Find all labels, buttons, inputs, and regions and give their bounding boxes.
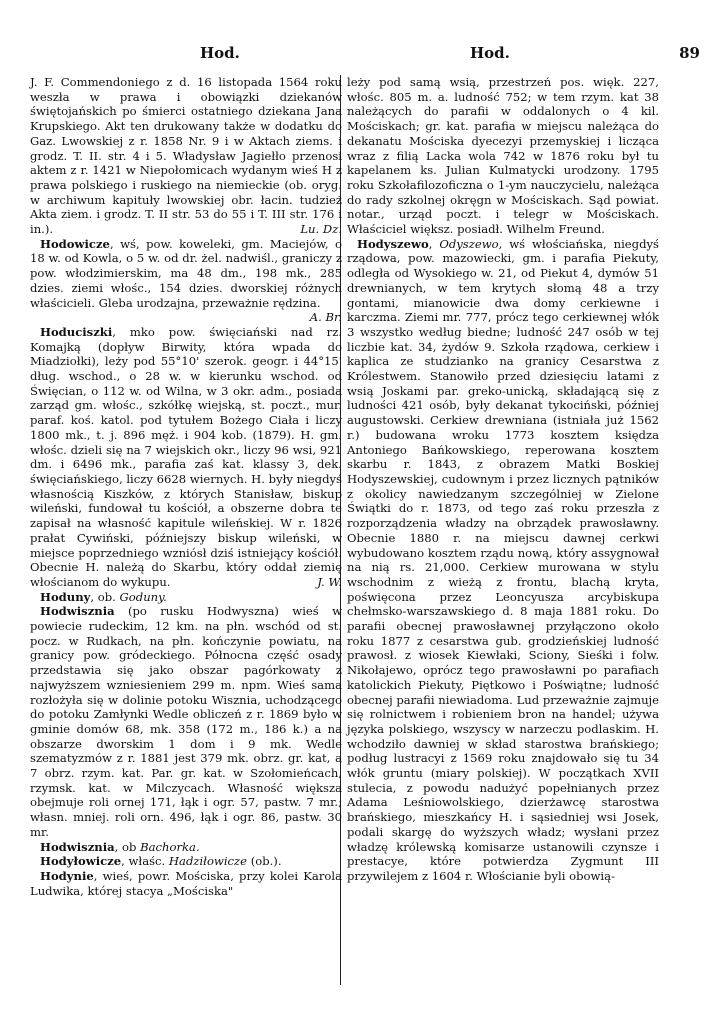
dictionary-entry — [30, 590, 342, 605]
entry-headword: Hodynie — [40, 868, 94, 883]
dictionary-entry — [30, 604, 342, 839]
entry-text: , wieś, powr. Mościska, przy kolei Karola Ludwika, której stacya „Mościska" — [30, 868, 342, 898]
page-number: 89 — [679, 44, 700, 62]
entry-headword: Hodwisznia — [40, 839, 115, 854]
entry-crossref: Hadziłowicze — [168, 854, 248, 869]
entry-headword: Hoduciszki — [40, 324, 113, 339]
entry-crossref: Bachorka. — [140, 839, 200, 854]
dictionary-entry — [30, 869, 342, 898]
entry-headword: Hodowicze — [40, 236, 110, 251]
entry-signature: A. Br. — [309, 310, 342, 325]
entry-text: (po rusku Hodwyszna) wieś w powiecie rudeckim, 12 km. na płn. wschód od st. pocz. w Rudkach, na płn. kończynie powiatu, na granicy pow. gródeckiego. Północna część osady przedstawia się jako obszar pagórkowaty z najwyższem wzniesieniem 299 m. npm. Wieś sama rozłożyła się w dolinie potoku Wisznia, uchodzącego do potoku Zamłynki Wedle obliczeń z r. 1869 było w gminie domów 68, mk. 358 (172 m., 186 k.) a na obszarze dworskim 1 dom i 9 mk. Wedle szematyzmów z r. 1881 jest 379 mk. obrz. gr. kat, a 7 obrz. rzym. kat. Par. gr. kat. w Szołomieńcach, rzymsk. kat. w Milczycach. Własność większa obejmuje roli ornej 171, łąk i ogr. 57, pastw. 7 mr.; własn. mniej. roli orn. 496, łąk i ogr. 86, pastw. 30 mr. — [30, 604, 342, 839]
entry-headword: Hodyszewo — [357, 236, 429, 251]
entry-headword: Hoduny — [40, 589, 91, 604]
entry-headword: Hodyłowicze — [40, 854, 122, 869]
entry-text: , mko pow. święciański nad rz. Komajką (dopływ Birwity, która wpada do Miadziołki), leży pod 55°10' szerok. geogr. i 44°15' dług. wschod., o 28 w. w kierunku wschod. od Święcian, o 112 w. od Wilna, w 3 okr. adm., posiada zarząd gm. włośc., szkółkę wiejską, st. poczt., mur. paraf. koś. katol. pod tytułem Bożego Ciała i liczy 1800 mk., t. j. 896 męż. i 904 kob. (1879). H. gm. włośc. dzieli się na 7 wiejskich okr., liczy 96 wsi, 921 dm. i 6496 mk., parafia zaś kat. klassy 3, dek. święciańskiego, liczy 6628 wiernych. H. były niegdyś własnością Kiszków, z których Stanisław, biskup wileński, fundował tu kościół, a obszerne dobra te zapisał na własność kapitule wileńskiej. W r. 1826 prałat Cywiński, późniejszy biskup wileński, w miejsce poprzedniego wzniósł dziś istniejący kościół. Obecnie H. należą do Skarbu, który oddał ziemię włościanom do wykupu. — [30, 324, 342, 589]
entry-text: , wś włościańska, niegdyś rządowa, pow. mazowiecki, gm. i parafia Piekuty, odległa od Wysokiego w. 21, od Piekut 4, dymów 51 drewnianych, w tem krytych słomą 48 a trzy gontami, mianowicie dwa domy cerkiewne i karczma. Ziemi mr. 777, prócz tego cerkiewnej włók 3 wszystko według biedne; ludność 247 osób w tej liczbie kat. 34, żydów 9. Szkoła rządowa, cerkiew i kaplica ze studzianko na granicy Cesarstwa z Królestwem. Stanowiło przed dziesięciu latami z wsią Joskami par. greko-unicką, składającą się z ludności 421 osób, były dekanat tykociński, później augustowski. Cerkiew drewniana (istniała już 1562 r.) budowana wroku 1773 kosztem księdza Antoniego Bańkowskiego, reperowana kosztem skarbu r. 1843, z obrazem Matki Boskiej Hodyszewskiej, cudownym i przez licznych pątników z okolicy nawiedzanym szczególniej w Zielone Świątki do r. 1873, od tego zaś roku przeszła z rozporządzenia władzy na obrządek prawosławny. Obecnie 1880 r. na miejscu dawnej cerkwi wybudowano kosztem rządu nową, który assygnował na nią rs. 21,000. Cerkiew murowana w stylu wschodnim z wieżą z frontu, blachą kryta, poświęcona przez Leoncyusza arcybiskupa chełmsko-warszawskiego d. 8 maja 1881 roku. Do parafii obecnej prawosławnej przyłączono około roku 1877 z cesarstwa gub. grodzieńskiej ludność prawosł. z wiosek Kiewłaki, Sciony, Sieśki i folw. Nikołajewo, oprócz tego prawosławni po parafiach katolickich Piekuty, Piętkowo i Poświątne; ludność obecnej parafii niewiadoma. Lud przeważnie zajmuje się rolnictwem i robieniem bron na handel; używa języka polskiego, wszyscy w narzeczu podlaskim. H. wchodziło dawniej w skład starostwa brańskiego; podług lustracyi z 1569 roku znajdowało się tu 34 włók gruntu (miary polskiej). W początkach XVII stulecia, z powodu nadużyć popełnianych przez Adama Leśniowolskiego, dzierżawcę starostwa brańskiego, mieszkańcy H. i sąsiedniej wsi Josek, podali skargę do wyższych władz; wysłani przez władzę królewską komisarze ustanowili czynsze i prestacye, które potwierdza Zygmunt III przywilejem z 1604 r. Włościanie byli obowią- — [347, 236, 659, 883]
running-head-right: Hod. — [470, 44, 510, 62]
entry-signature: J. W. — [317, 574, 342, 589]
dictionary-entry: Hodyszewo, Odyszewo, wś włościańska, niegdyś rządowa, pow. mazowiecki, gm. i parafia Piekuty, odległa od Wysokiego w. 21, od Piekut 4, dymów 51 drewnianych, w tem krytych słomą 48 a trzy gontami, mianowicie dwa domy cerkiewne i karczma. Ziemi mr. 777, prócz tego cerkiewnej włók 3 wszystko według biedne; ludność 247 osób w tej liczbie kat. 34, żydów 9. Szkoła rządowa, cerkiew i kaplica ze studzianko na granicy Cesarstwa z Królestwem. Stanowiło przed dziesięciu latami z wsią Joskami par. greko-unicką, składającą się z ludności 421 osób, były dekanat tykociński, później augustowski. Cerkiew drewniana (istniała już 1562 r.) budowana wroku 1773 kosztem księdza Antoniego Bańkowskiego, reperowana kosztem skarbu r. 1843, z obrazem Matki Boskiej Hodyszewskiej, cudownym i przez licznych pątników z okolicy nawiedzanym szczególniej w Zielone Świątki do r. 1873, od tego zaś roku przeszła z rozporządzenia władzy na obrządek prawosławny. Obecnie 1880 r. na miejscu dawnej cerkwi wybudowano kosztem rządu nową, który assygnował na nią rs. 21,000. Cerkiew murowana w stylu wschodnim z wieżą z frontu, blachą kryta, poświęcona przez Leoncyusza arcybiskupa chełmsko-warszawskiego d. 8 maja 1881 roku. Do parafii obecnej prawosławnej przyłączono około roku 1877 z cesarstwa gub. grodzieńskiej ludność prawosł. z wiosek Kiewłaki, Sciony, Sieśki i folw. Nikołajewo, oprócz tego prawosławni po parafiach katolickich Piekuty, Piętkowo i Poświątne; ludność obecnej parafii niewiadoma. Lud przeważnie zajmuje się rolnictwem i robieniem bron na handel; używa języka polskiego, wszyscy w narzeczu podlaskim. H. wchodziło dawniej w skład starostwa brańskiego; podług lustracyi z 1569 roku znajdowało się tu 34 włók gruntu (miary polskiej). W początkach XVII stulecia, z powodu nadużyć popełnianych przez Adama Leśniowolskiego, dzierżawcę starostwa brańskiego, mieszkańcy H. i sąsiedniej wsi Josek, podali skargę do wyższych władz; wysłani przez władzę królewską komisarze ustanowili czynsze i prestacye, które potwierdza Zygmunt III przywilejem z 1604 r. Włościanie byli obowią- — [347, 236, 659, 883]
running-head-left: Hod. — [200, 44, 240, 62]
entry-text: leży pod samą wsią, przestrzeń pos. więk. 227, włośc. 805 m. a. ludność 752; w tem rzym. kat 38 należących do parafii w oddalonych o 4 kil. Mościskach; gr. kat. parafia w miejscu należąca do dekanatu Mościska dyecezyi przemyskiej i licząca wraz z filią Lacka wola 742 w 1876 roku był tu kapelanem ks. Julian Kulmatycki urodzony. 1795 roku Szkołafilozoficzna o 1-ym nauczycielu, należąca do rady szkolnej okręgn w Mościskach. Sąd powiat. notar., urząd poczt. i telegr w Mościskach. Właściciel większ. posiadł. Wilhelm Freund. — [347, 75, 659, 237]
entry-text: , wś, pow. koweleki, gm. Maciejów, o 18 w. od Kowla, o 5 w. od dr. żel. nadwiśl., graniczy z pow. włodzimierskim, ma 48 dm., 198 mk., 285 dzies. ziemi włośc., 154 dzies. dworskiej różnych właścicieli. Gleba urodzajna, przeważnie rędzina. — [30, 236, 342, 310]
dictionary-entry — [30, 854, 342, 869]
entry-continuation — [30, 75, 342, 237]
entry-text: J. F. Commendoniego z d. 16 listopada 1564 roku weszła w prawa i obowiązki dziekanów świętojańskich po śmierci ostatniego dziekana Jana Krupskiego. Akt ten drukowany także w dodatku do Gaz. Lwowskiej z r. 1858 Nr. 9 i w Aktach ziems. i grodz. T. II. str. 4 i 5. Władysław Jagiełło przenosi aktem z r. 1421 w Niepołomicach wydanym wieś H z prawa polskiego i ruskiego na niemieckie (ob. oryg. w archiwum kapituły lwowskiej obr. łacin. tudzież Akta ziem. i grodz. T. II str. 53 do 55 i T. III str. 176 i in.). — [30, 75, 342, 237]
dictionary-entry — [30, 840, 342, 855]
entry-signature: Lu. Dz. — [300, 222, 342, 237]
entry-headword: Hodwisznia — [40, 604, 115, 619]
dictionary-entry — [30, 325, 342, 590]
entry-text: , właśc. — [121, 854, 169, 869]
page-header — [30, 44, 700, 66]
entry-variant: Odyszewo — [439, 236, 499, 251]
right-column — [347, 75, 659, 884]
entry-text: , ob — [114, 839, 141, 854]
entry-text-after: (ob.). — [247, 854, 282, 869]
entry-crossref: Goduny. — [119, 589, 167, 604]
left-column — [30, 75, 342, 898]
entry-text: , ob. — [90, 589, 120, 604]
entry-continuation — [347, 75, 659, 237]
dictionary-entry — [30, 236, 342, 325]
